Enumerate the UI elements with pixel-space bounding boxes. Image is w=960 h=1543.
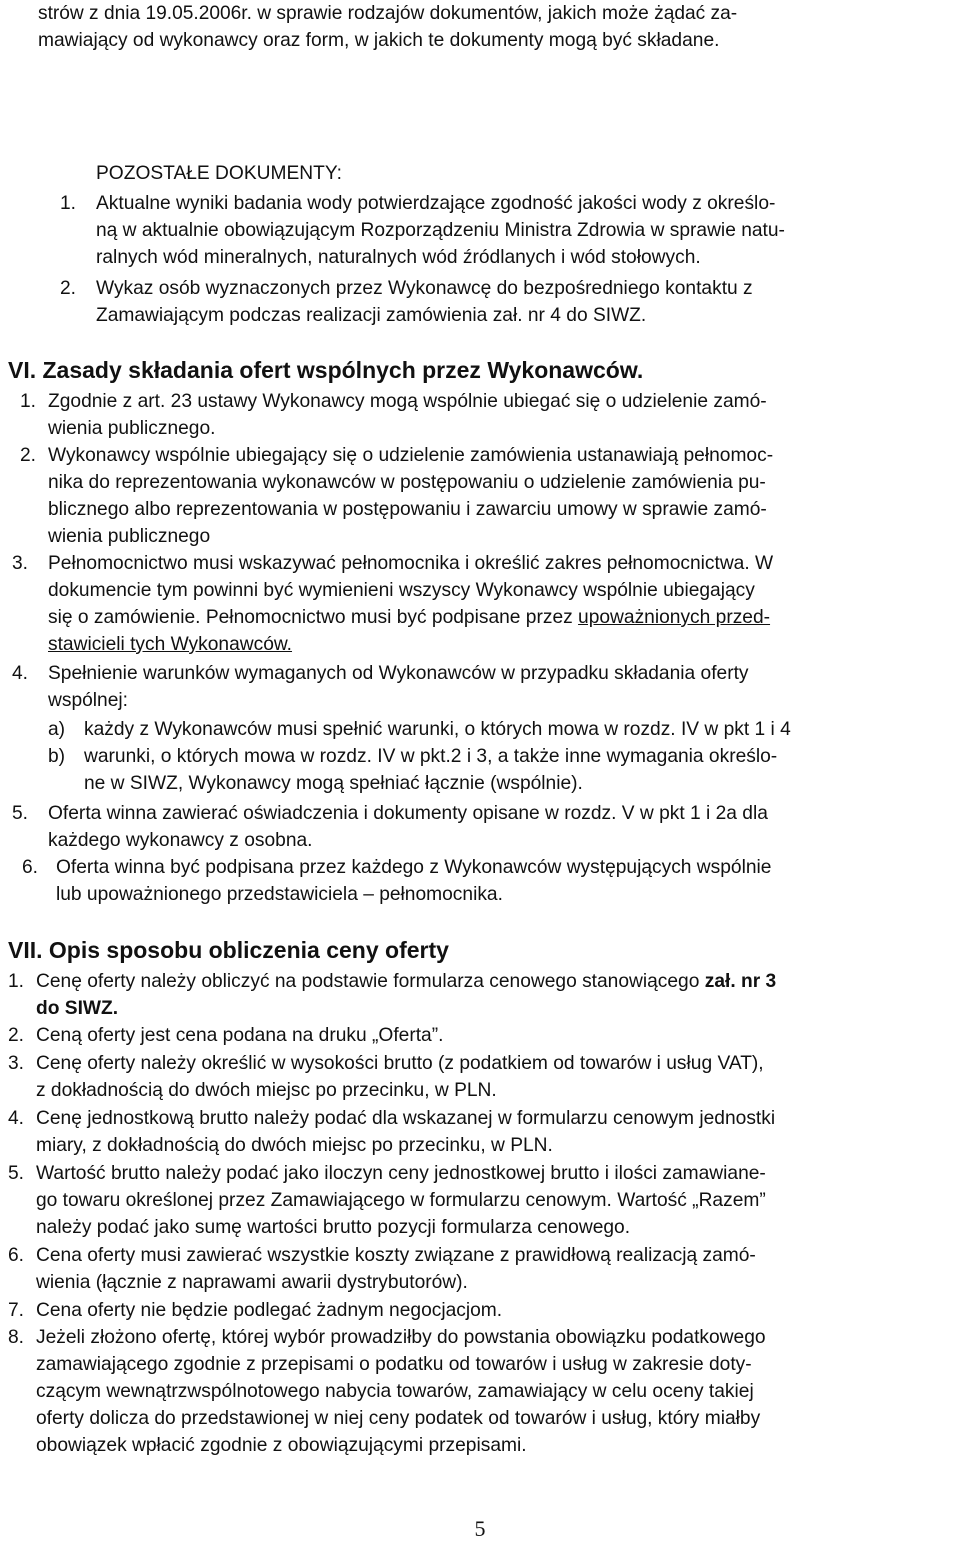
list-item-text: obowiązek wpłacić zgodnie z obowiązującymi przepisami. bbox=[36, 1435, 527, 1456]
list-item-text: blicznego albo reprezentowania w postępowaniu i zawarciu umowy w sprawie zamó- bbox=[48, 499, 767, 520]
list-number: 6. bbox=[22, 857, 39, 878]
list-item-text: Wartość brutto należy podać jako iloczyn ceny jednostkowej brutto i ilości zamawiane- bbox=[36, 1163, 766, 1184]
list-item-text: czącym wewnątrzwspólnotowego nabycia towarów, zamawiający w celu oceny takiej bbox=[36, 1381, 754, 1402]
list-item-text: miary, z dokładnością do dwóch miejsc po przecinku, w PLN. bbox=[36, 1135, 553, 1156]
underlined-text: stawicieli tych Wykonawców. bbox=[48, 634, 293, 655]
text-run: się o zamówienie. Pełnomocnictwo musi być podpisane przez bbox=[48, 607, 579, 628]
underlined-text: upoważnionych przed- bbox=[578, 607, 771, 628]
list-item-text: wspólnej: bbox=[48, 690, 128, 711]
list-item-text: Cenę jednostkową brutto należy podać dla wskazanej w formularzu cenowym jednostki bbox=[36, 1108, 776, 1129]
list-item-text: z dokładnością do dwóch miejsc po przecinku, w PLN. bbox=[36, 1080, 497, 1101]
list-item-text: wienia publicznego. bbox=[48, 418, 216, 439]
list-item-text: Cena oferty musi zawierać wszystkie koszty związane z prawidłową realizacją zamó- bbox=[36, 1245, 756, 1266]
section-heading: VI. Zasady składania ofert wspólnych przez Wykonawców. bbox=[8, 357, 644, 383]
list-number: 1. bbox=[60, 193, 77, 214]
intro-line: mawiający od wykonawcy oraz form, w jakich te dokumenty mogą być składane. bbox=[38, 30, 720, 51]
list-item-text: Oferta winna być podpisana przez każdego z Wykonawców występujących wspólnie bbox=[56, 857, 772, 878]
page-number: 5 bbox=[474, 1516, 486, 1541]
list-item-text: Oferta winna zawierać oświadczenia i dokumenty opisane w rozdz. V w pkt 1 i 2a dla bbox=[48, 803, 768, 824]
text-run: Cenę oferty należy obliczyć na podstawie formularza cenowego stanowiącego bbox=[36, 971, 705, 992]
list-number: 1. bbox=[20, 391, 37, 412]
list-item-text: Wykaz osób wyznaczonych przez Wykonawcę do bezpośredniego kontaktu z bbox=[96, 278, 753, 299]
list-item-text: należy podać jako sumę wartości brutto pozycji formularza cenowego. bbox=[36, 1217, 631, 1238]
list-item-text: Cenę oferty należy określić w wysokości brutto (z podatkiem od towarów i usług VAT), bbox=[36, 1053, 764, 1074]
intro-line: strów z dnia 19.05.2006r. w sprawie rodzajów dokumentów, jakich może żądać za- bbox=[38, 3, 738, 24]
list-number: 2. bbox=[60, 278, 77, 299]
list-item-text bbox=[48, 604, 770, 631]
list-item-text: Ceną oferty jest cena podana na druku „Oferta”. bbox=[36, 1025, 444, 1046]
list-item-text: Spełnienie warunków wymaganych od Wykonawców w przypadku składania oferty bbox=[48, 663, 749, 684]
list-item-text: zamawiającego zgodnie z przepisami o podatku od towarów i usług w zakresie doty- bbox=[36, 1354, 752, 1375]
sublist-text: warunki, o których mowa w rozdz. IV w pkt.2 i 3, a także inne wymagania określo- bbox=[84, 746, 778, 767]
list-item-text: wienia (łącznie z naprawami awarii dystrybutorów). bbox=[36, 1272, 468, 1293]
list-number: 2. bbox=[8, 1025, 25, 1046]
list-item-text: Wykonawcy wspólnie ubiegający się o udzielenie zamówienia ustanawiają pełnomoc- bbox=[48, 445, 774, 466]
list-number: 4. bbox=[8, 1108, 25, 1129]
list-number: 7. bbox=[8, 1300, 25, 1321]
sublist-text: każdy z Wykonawców musi spełnić warunki, o których mowa w rozdz. IV w pkt 1 i 4 bbox=[84, 719, 791, 740]
list-item-text: wienia publicznego bbox=[48, 526, 211, 547]
list-item-text: Zgodnie z art. 23 ustawy Wykonawcy mogą wspólnie ubiegać się o udzielenie zamó- bbox=[48, 391, 767, 412]
bold-text: do SIWZ. bbox=[36, 998, 119, 1019]
list-number: 1. bbox=[8, 971, 25, 992]
list-item-text: lub upoważnionego przedstawiciela – pełnomocnika. bbox=[56, 884, 503, 905]
list-item-text: dokumencie tym powinni być wymienieni wszyscy Wykonawcy wspólnie ubiegający bbox=[48, 580, 755, 601]
bold-text: zał. nr 3 bbox=[704, 971, 777, 992]
list-item-text: każdego wykonawcy z osobna. bbox=[48, 830, 313, 851]
list-number: 3. bbox=[12, 553, 29, 574]
list-number: 6. bbox=[8, 1245, 25, 1266]
list-item-text: go towaru określonej przez Zamawiającego w formularzu cenowym. Wartość „Razem” bbox=[36, 1190, 766, 1211]
list-item-text: Cena oferty nie będzie podlegać żadnym negocjacjom. bbox=[36, 1300, 503, 1321]
list-item-text: oferty dolicza do przedstawionej w niej ceny podatek od towarów i usług, który miałby bbox=[36, 1408, 761, 1429]
other-docs-heading: POZOSTAŁE DOKUMENTY: bbox=[96, 163, 342, 184]
list-number: 3. bbox=[8, 1053, 25, 1074]
list-number: 2. bbox=[20, 445, 37, 466]
list-number: 5. bbox=[8, 1163, 25, 1184]
list-item-text: ralnych wód mineralnych, naturalnych wód źródlanych i wód stołowych. bbox=[96, 247, 701, 268]
section-heading: VII. Opis sposobu obliczenia ceny oferty bbox=[8, 937, 449, 963]
sublist-label: b) bbox=[48, 746, 66, 767]
list-item-text: ną w aktualnie obowiązującym Rozporządzeniu Ministra Zdrowia w sprawie natu- bbox=[96, 220, 785, 241]
sublist-label: a) bbox=[48, 719, 66, 740]
sublist-text: ne w SIWZ, Wykonawcy mogą spełniać łącznie (wspólnie). bbox=[84, 773, 583, 794]
list-item-text: nika do reprezentowania wykonawców w postępowaniu o udzielenie zamówienia pu- bbox=[48, 472, 766, 493]
list-number: 5. bbox=[12, 803, 29, 824]
list-item-text bbox=[36, 968, 776, 995]
list-item-text: Aktualne wyniki badania wody potwierdzające zgodność jakości wody z określo- bbox=[96, 193, 776, 214]
list-number: 4. bbox=[12, 663, 29, 684]
list-item-text: Pełnomocnictwo musi wskazywać pełnomocnika i określić zakres pełnomocnictwa. W bbox=[48, 553, 774, 574]
list-item-text: Jeżeli złożono ofertę, której wybór prowadziłby do powstania obowiązku podatkowego bbox=[36, 1327, 766, 1348]
list-number: 8. bbox=[8, 1327, 25, 1348]
list-item-text: Zamawiającym podczas realizacji zamówienia zał. nr 4 do SIWZ. bbox=[96, 305, 647, 326]
